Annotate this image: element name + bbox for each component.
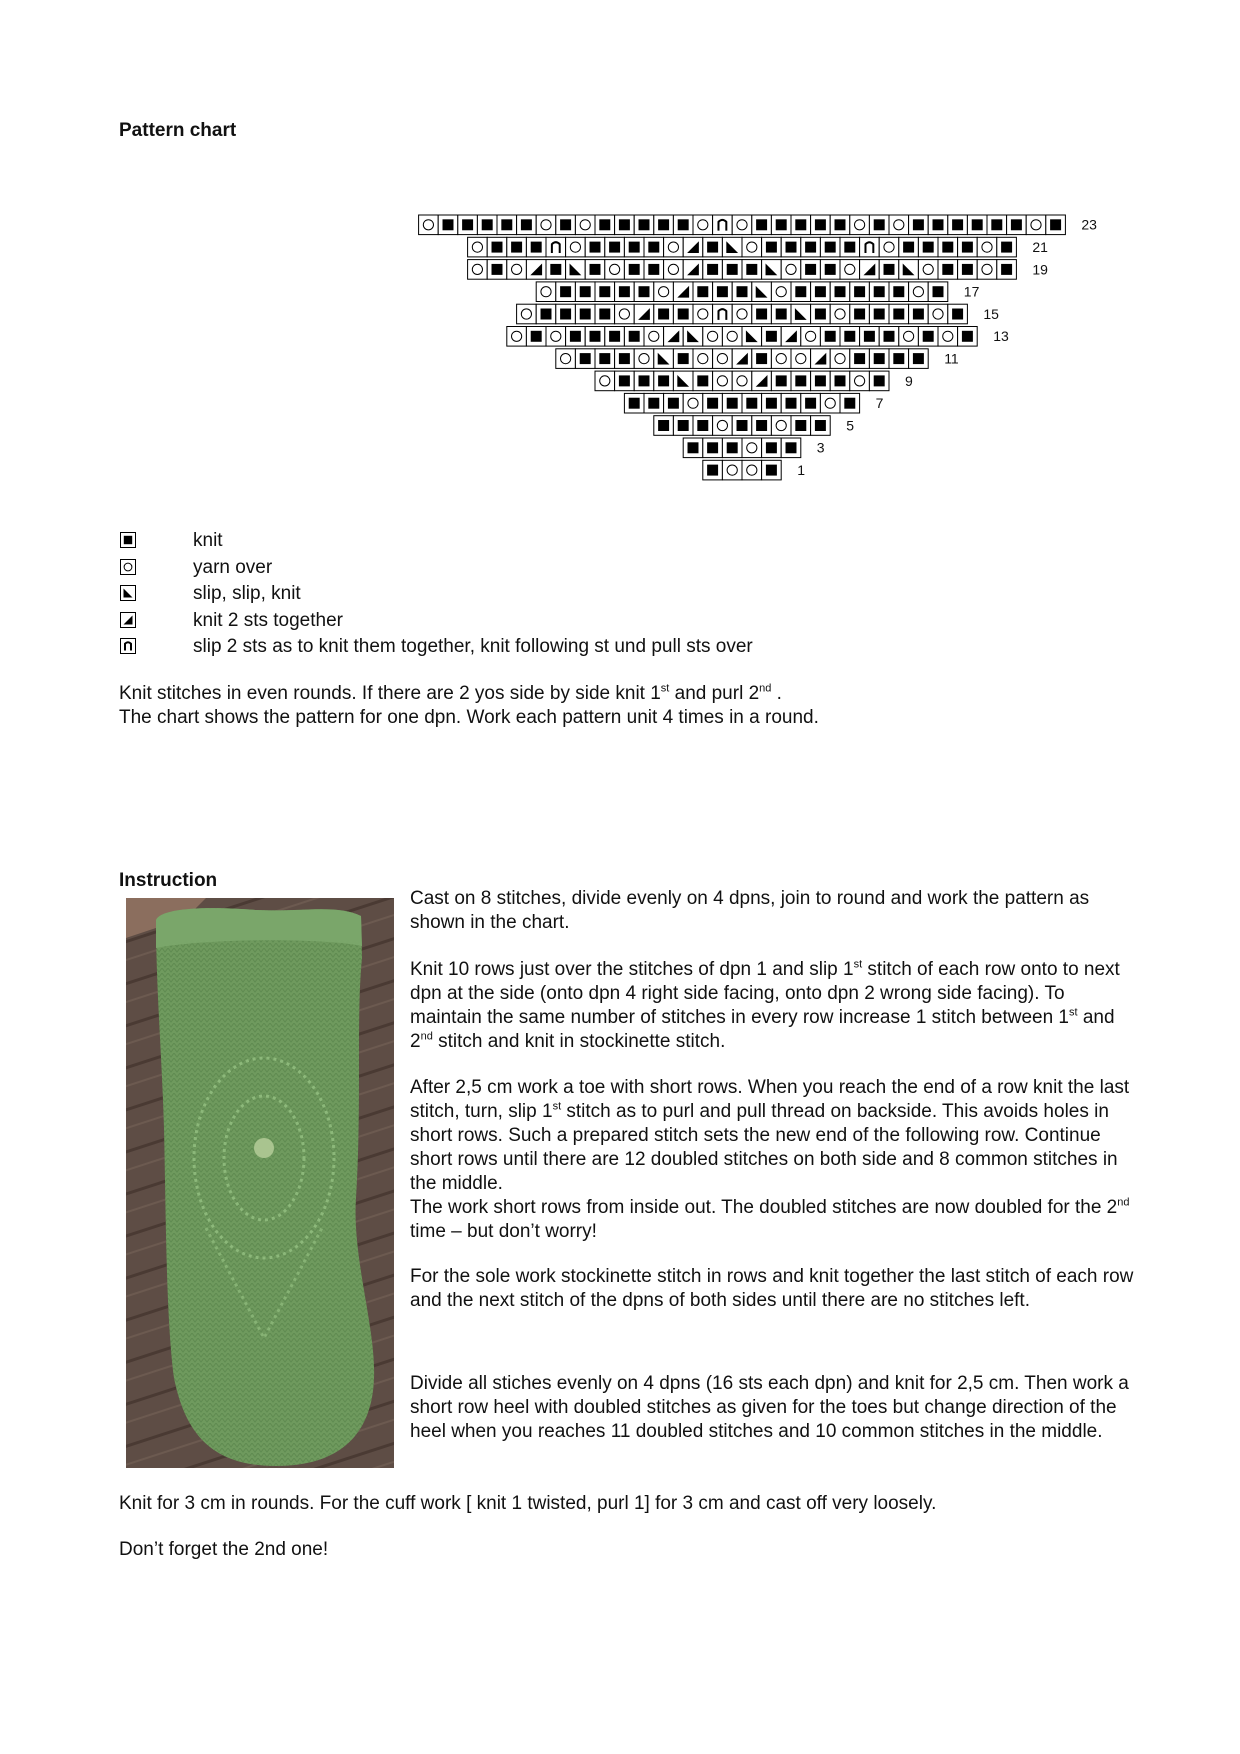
chart-row-label: 23 <box>1081 216 1097 233</box>
yarn-over-symbol <box>977 237 997 257</box>
knit-symbol <box>497 215 517 235</box>
chart-row-15 <box>517 304 1000 324</box>
knit-symbol <box>909 215 929 235</box>
knit-symbol <box>752 215 772 235</box>
chart-row-label: 17 <box>963 283 980 300</box>
chart-row-label: 7 <box>875 395 884 412</box>
yarn-over-symbol <box>1026 215 1046 235</box>
yarn-over-symbol <box>781 260 801 280</box>
knit-symbol <box>703 393 723 413</box>
knit-symbol <box>713 282 733 302</box>
knit-symbol <box>791 371 811 391</box>
chart-row-9 <box>595 371 913 391</box>
chart-row-13 <box>507 327 1009 347</box>
sk2po-symbol <box>860 237 880 257</box>
knit-symbol <box>771 304 791 324</box>
knit-symbol <box>673 304 693 324</box>
pattern-chart-heading: Pattern chart <box>119 120 237 141</box>
knit-symbol <box>644 260 664 280</box>
knit-symbol <box>918 237 938 257</box>
k2tog-symbol <box>683 260 703 280</box>
knit-symbol <box>811 304 831 324</box>
yarn-over-symbol <box>771 416 791 436</box>
yarn-over-symbol <box>595 371 615 391</box>
knit-symbol <box>948 215 968 235</box>
chart-row-label: 11 <box>944 350 959 367</box>
notes-line-2: The chart shows the pattern for one dpn. Work each pattern unit 4 times in a round. <box>119 707 819 728</box>
instruction-heading: Instruction <box>119 870 218 891</box>
knit-symbol <box>517 215 537 235</box>
legend-yarn-over-icon <box>120 559 134 573</box>
knit-symbol <box>820 327 840 347</box>
k2tog-symbol <box>732 349 752 369</box>
yarn-over-symbol <box>419 215 439 235</box>
knit-symbol <box>869 215 889 235</box>
chart-row-label: 5 <box>846 417 854 434</box>
knit-symbol <box>909 349 929 369</box>
chart-row-label: 9 <box>905 372 913 389</box>
knit-symbol <box>762 438 782 458</box>
knit-symbol <box>811 282 831 302</box>
knit-symbol <box>673 215 693 235</box>
yarn-over-symbol <box>546 327 566 347</box>
yarn-over-symbol <box>742 237 762 257</box>
knit-symbol <box>673 349 693 369</box>
legend-knit-icon <box>120 532 134 546</box>
yarn-over-symbol <box>693 304 713 324</box>
yarn-over-symbol <box>693 349 713 369</box>
knit-symbol <box>546 260 566 280</box>
yarn-over-symbol <box>722 327 742 347</box>
yarn-over-symbol <box>536 215 556 235</box>
knit-symbol <box>752 349 772 369</box>
knit-symbol <box>703 438 723 458</box>
knit-symbol <box>879 327 899 347</box>
knit-symbol <box>654 371 674 391</box>
legend-label: slip, slip, knit <box>193 583 301 604</box>
knit-symbol <box>487 260 507 280</box>
knit-symbol <box>556 304 576 324</box>
knit-symbol <box>850 282 870 302</box>
knit-symbol <box>693 282 713 302</box>
knit-symbol <box>938 237 958 257</box>
knit-symbol <box>654 304 674 324</box>
sk2po-symbol <box>713 215 733 235</box>
knit-symbol <box>801 237 821 257</box>
knit-symbol <box>997 260 1017 280</box>
legend-label: slip 2 sts as to knit them together, knit following st und pull sts over <box>193 636 753 657</box>
chart-row-3 <box>683 438 825 458</box>
knit-symbol <box>928 282 948 302</box>
knit-symbol <box>958 237 978 257</box>
knit-symbol <box>791 282 811 302</box>
knit-symbol <box>811 371 831 391</box>
sk2po-symbol <box>546 237 566 257</box>
knit-symbol <box>644 237 664 257</box>
notes-line-1: Knit stitches in even rounds. If there are 2 yos side by side knit 1st and purl 2nd . <box>119 682 782 704</box>
yarn-over-symbol <box>605 260 625 280</box>
yarn-over-symbol <box>732 371 752 391</box>
yarn-over-symbol <box>615 304 635 324</box>
k2tog-symbol <box>634 304 654 324</box>
yarn-over-symbol <box>889 215 909 235</box>
knit-symbol <box>624 237 644 257</box>
knit-symbol <box>673 416 693 436</box>
yarn-over-symbol <box>664 237 684 257</box>
yarn-over-symbol <box>713 416 733 436</box>
k2tog-symbol <box>781 327 801 347</box>
legend-label: yarn over <box>193 556 273 578</box>
yarn-over-symbol <box>840 260 860 280</box>
legend-sk2po-icon <box>120 638 134 652</box>
knit-symbol <box>791 215 811 235</box>
chart-row-17 <box>536 282 979 302</box>
yarn-over-symbol <box>820 393 840 413</box>
ssk-symbol <box>762 260 782 280</box>
yarn-over-symbol <box>742 438 762 458</box>
knit-symbol <box>438 215 458 235</box>
knit-symbol <box>732 416 752 436</box>
knit-symbol <box>840 237 860 257</box>
knit-symbol <box>526 237 546 257</box>
k2tog-symbol <box>860 260 880 280</box>
knit-symbol <box>526 327 546 347</box>
legend-k2tog-icon <box>120 612 134 626</box>
yarn-over-symbol <box>517 304 537 324</box>
knit-symbol <box>967 215 987 235</box>
knit-symbol <box>585 260 605 280</box>
knit-symbol <box>987 215 1007 235</box>
knit-symbol <box>566 327 586 347</box>
knit-symbol <box>458 215 478 235</box>
yarn-over-symbol <box>850 215 870 235</box>
knit-symbol <box>654 416 674 436</box>
knit-symbol <box>703 237 723 257</box>
knit-symbol <box>820 260 840 280</box>
yarn-over-symbol <box>899 327 919 347</box>
knit-symbol <box>1046 215 1066 235</box>
knit-symbol <box>703 460 723 480</box>
yarn-over-symbol <box>468 237 488 257</box>
knit-symbol <box>585 237 605 257</box>
instruction-paragraph-2: Knit 10 rows just over the stitches of dpn 1 and slip 1st stitch of each row onto to next dpn at the side (onto dpn 4 right side facing, onto dpn 2 wrong side facing). To maintain the same number of stitches in every row increase 1 stitch between 1st and 2nd stitch and knit in stockinette stitch. <box>410 958 1120 1052</box>
knit-symbol <box>918 327 938 347</box>
knit-symbol <box>615 349 635 369</box>
knit-symbol <box>879 260 899 280</box>
knit-symbol <box>752 304 772 324</box>
yarn-over-symbol <box>742 460 762 480</box>
yarn-over-symbol <box>507 327 527 347</box>
legend-label: knit <box>193 530 223 551</box>
knit-symbol <box>575 349 595 369</box>
knit-symbol <box>575 304 595 324</box>
sock-photo <box>126 898 394 1468</box>
knit-symbol <box>997 237 1017 257</box>
knit-symbol <box>811 416 831 436</box>
yarn-over-symbol <box>644 327 664 347</box>
knit-symbol <box>938 260 958 280</box>
knit-symbol <box>615 215 635 235</box>
yarn-over-symbol <box>850 371 870 391</box>
knit-symbol <box>693 416 713 436</box>
k2tog-symbol <box>673 282 693 302</box>
knit-symbol <box>634 215 654 235</box>
k2tog-symbol <box>752 371 772 391</box>
knit-symbol <box>624 393 644 413</box>
knit-symbol <box>869 349 889 369</box>
yarn-over-symbol <box>879 237 899 257</box>
chart-row-19 <box>468 260 1049 280</box>
knit-symbol <box>869 371 889 391</box>
yarn-over-symbol <box>918 260 938 280</box>
knit-symbol <box>595 304 615 324</box>
knit-symbol <box>889 282 909 302</box>
knit-symbol <box>644 393 664 413</box>
yarn-over-symbol <box>771 282 791 302</box>
sk2po-symbol <box>713 304 733 324</box>
knit-symbol <box>958 327 978 347</box>
knit-symbol <box>752 416 772 436</box>
knit-symbol <box>850 349 870 369</box>
chart-row-label: 15 <box>983 305 999 322</box>
ssk-symbol <box>752 282 772 302</box>
yarn-over-symbol <box>830 304 850 324</box>
knit-symbol <box>801 393 821 413</box>
ssk-symbol <box>791 304 811 324</box>
knit-symbol <box>595 282 615 302</box>
chart-row-1 <box>703 460 805 480</box>
knit-symbol <box>840 327 860 347</box>
knit-symbol <box>624 260 644 280</box>
knit-symbol <box>801 260 821 280</box>
knit-symbol <box>889 349 909 369</box>
knit-symbol <box>595 349 615 369</box>
knit-symbol <box>762 460 782 480</box>
knit-symbol <box>722 260 742 280</box>
knit-symbol <box>860 327 880 347</box>
ssk-symbol <box>742 327 762 347</box>
knit-symbol <box>693 371 713 391</box>
knit-symbol <box>781 237 801 257</box>
yarn-over-symbol <box>938 327 958 347</box>
knit-symbol <box>830 282 850 302</box>
knit-symbol <box>732 282 752 302</box>
yarn-over-symbol <box>703 327 723 347</box>
yarn-over-symbol <box>468 260 488 280</box>
yarn-over-symbol <box>713 371 733 391</box>
legend-ssk-icon <box>120 585 134 599</box>
chart-row-label: 3 <box>816 439 825 456</box>
knit-symbol <box>771 215 791 235</box>
chart-row-5 <box>654 416 854 436</box>
yarn-over-symbol <box>791 349 811 369</box>
instruction-paragraph-3: After 2,5 cm work a toe with short rows. When you reach the end of a row knit the last stitch, turn, slip 1st stitch as to purl and pull thread on backside. This avoids holes in short rows. Such a prepared stitch sets the new end of the following row. Continue short rows until there are 12 doubled stitches on both side and 8 common stitches in the middle. The work short rows from inside out. The doubled stitches are now doubled for the 2nd time – but don’t worry! <box>410 1077 1130 1242</box>
knit-symbol <box>556 282 576 302</box>
yarn-over-symbol <box>732 215 752 235</box>
knit-symbol <box>958 260 978 280</box>
chart-row-7 <box>624 393 883 413</box>
knit-symbol <box>575 282 595 302</box>
yarn-over-symbol <box>830 349 850 369</box>
knit-symbol <box>781 393 801 413</box>
instruction-paragraph-5: Divide all stiches evenly on 4 dpns (16 sts each dpn) and knit for 2,5 cm. Then work a short row heel with doubled stitches as given for the toes but change direction of the heel when you reaches 11 doubled stitches and 10 common stitches in the middle. <box>410 1373 1129 1442</box>
k2tog-symbol <box>683 237 703 257</box>
knit-symbol <box>742 393 762 413</box>
chart-row-21 <box>468 237 1049 257</box>
k2tog-symbol <box>811 349 831 369</box>
yarn-over-symbol <box>556 349 576 369</box>
chart-row-label: 21 <box>1032 239 1048 255</box>
knit-symbol <box>899 237 919 257</box>
knit-symbol <box>556 215 576 235</box>
chart-row-label: 1 <box>797 462 805 478</box>
ssk-symbol <box>683 327 703 347</box>
knit-symbol <box>791 416 811 436</box>
knit-symbol <box>585 327 605 347</box>
knit-symbol <box>615 282 635 302</box>
knit-symbol <box>840 393 860 413</box>
knit-symbol <box>820 237 840 257</box>
knit-symbol <box>830 371 850 391</box>
knit-symbol <box>595 215 615 235</box>
knit-symbol <box>664 393 684 413</box>
k2tog-symbol <box>526 260 546 280</box>
knit-symbol <box>909 304 929 324</box>
yarn-over-symbol <box>683 393 703 413</box>
knit-symbol <box>615 371 635 391</box>
yarn-over-symbol <box>732 304 752 324</box>
instruction-paragraph-1: Cast on 8 stitches, divide evenly on 4 dpns, join to round and work the pattern as shown in the chart. <box>410 888 1090 933</box>
knit-symbol <box>762 237 782 257</box>
chart-row-23 <box>419 215 1098 235</box>
knit-symbol <box>771 371 791 391</box>
ssk-symbol <box>722 237 742 257</box>
knit-symbol <box>811 215 831 235</box>
knit-symbol <box>762 393 782 413</box>
knit-symbol <box>487 237 507 257</box>
chart-row-label: 19 <box>1032 261 1048 278</box>
yarn-over-symbol <box>801 327 821 347</box>
chart-row-11 <box>556 349 959 369</box>
knit-symbol <box>634 282 654 302</box>
knit-symbol <box>634 371 654 391</box>
knit-symbol <box>869 304 889 324</box>
knit-symbol <box>781 438 801 458</box>
ssk-symbol <box>899 260 919 280</box>
knit-symbol <box>830 215 850 235</box>
knit-symbol <box>948 304 968 324</box>
yarn-over-symbol <box>507 260 527 280</box>
yarn-over-symbol <box>536 282 556 302</box>
knit-symbol <box>722 393 742 413</box>
knit-symbol <box>1007 215 1027 235</box>
knit-symbol <box>928 215 948 235</box>
yarn-over-symbol <box>928 304 948 324</box>
instruction-paragraph-6: Knit for 3 cm in rounds. For the cuff work [ knit 1 twisted, purl 1] for 3 cm and cast off very loosely. <box>119 1493 937 1514</box>
knit-symbol <box>654 215 674 235</box>
knit-symbol <box>850 304 870 324</box>
yarn-over-symbol <box>654 282 674 302</box>
ssk-symbol <box>654 349 674 369</box>
instruction-paragraph-4: For the sole work stockinette stitch in rows and knit together the last stitch of each row and the next stitch of the dpns of both sides until there are no stitches left. <box>410 1266 1134 1311</box>
knit-symbol <box>683 438 703 458</box>
yarn-over-symbol <box>634 349 654 369</box>
yarn-over-symbol <box>771 349 791 369</box>
yarn-over-symbol <box>722 460 742 480</box>
ssk-symbol <box>566 260 586 280</box>
legend-label: knit 2 sts together <box>193 609 343 631</box>
knit-symbol <box>605 237 625 257</box>
k2tog-symbol <box>664 327 684 347</box>
knit-symbol <box>869 282 889 302</box>
knit-symbol <box>722 438 742 458</box>
chart-row-label: 13 <box>993 328 1009 345</box>
knit-symbol <box>762 327 782 347</box>
ssk-symbol <box>673 371 693 391</box>
knit-symbol <box>703 260 723 280</box>
knit-symbol <box>605 327 625 347</box>
yarn-over-symbol <box>977 260 997 280</box>
knit-symbol <box>536 304 556 324</box>
knit-symbol <box>507 237 527 257</box>
yarn-over-symbol <box>664 260 684 280</box>
yarn-over-symbol <box>566 237 586 257</box>
knit-symbol <box>742 260 762 280</box>
yarn-over-symbol <box>693 215 713 235</box>
knitting-chart <box>380 205 1097 505</box>
yarn-over-symbol <box>713 349 733 369</box>
instruction-paragraph-7: Don’t forget the 2nd one! <box>119 1539 329 1560</box>
yarn-over-symbol <box>575 215 595 235</box>
knit-symbol <box>624 327 644 347</box>
knit-symbol <box>477 215 497 235</box>
yarn-over-symbol <box>909 282 929 302</box>
knit-symbol <box>889 304 909 324</box>
